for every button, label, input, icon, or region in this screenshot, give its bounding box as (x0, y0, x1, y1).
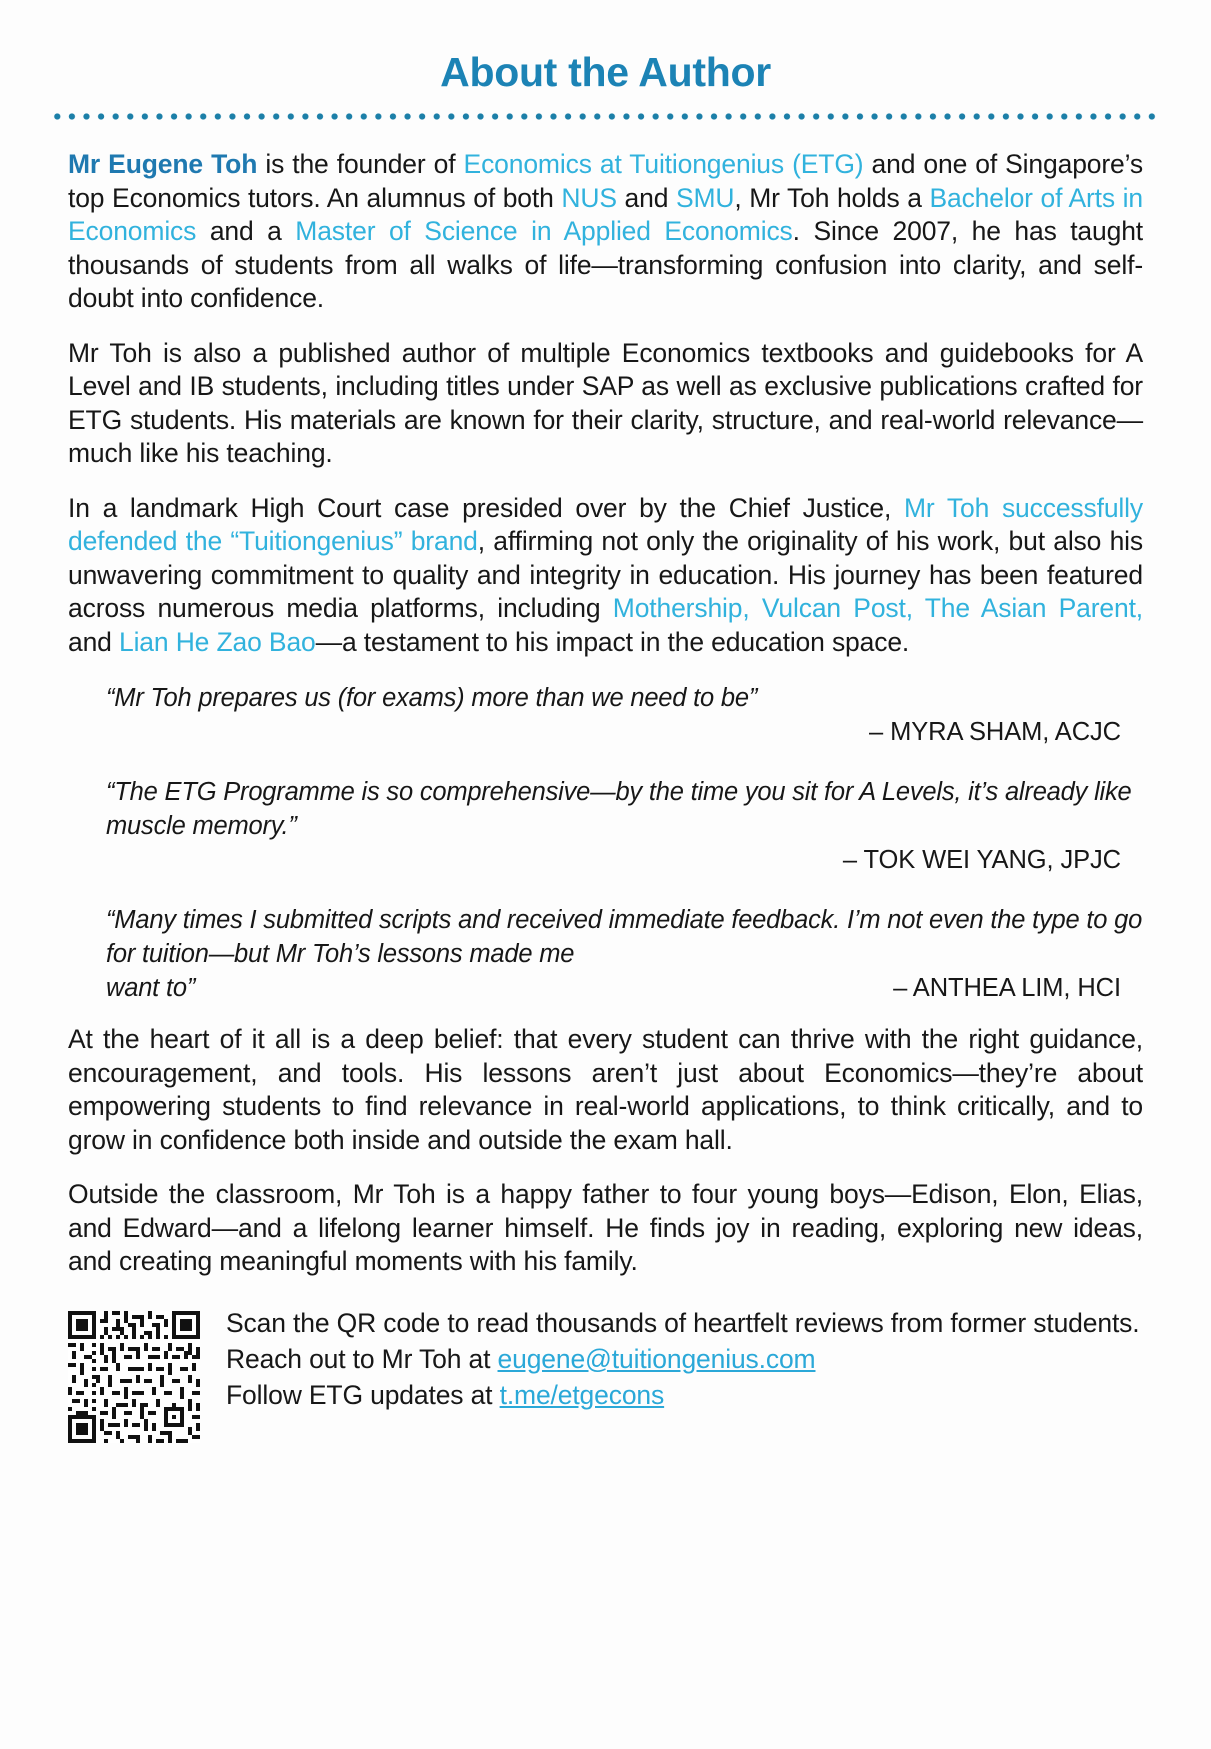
testimonial-attribution: – MYRA SHAM, ACJC (869, 718, 1121, 747)
testimonial-quote: “Mr Toh prepares us (for exams) more than we need to be” (106, 684, 758, 713)
email-link[interactable]: eugene@tuitiongenius.com (497, 1343, 816, 1374)
testimonial-quote-continued: want to” (106, 974, 196, 1003)
testimonial-quote: “Many times I submitted scripts and received immediate feedback. I’m not even the type to go for tuition—but Mr Toh’s lessons made me (106, 906, 1143, 969)
media-outlets-group-1[interactable]: Mothership, Vulcan Post, The Asian Parent, (612, 593, 1143, 624)
p3-seg2: , affirming not only the originality of his work, but also his unwavering commitment to quality and integrity in education. His journey has been featured across numerous media platforms, including (68, 526, 1143, 624)
testimonial-item (106, 903, 1143, 1005)
p3-seg1: In a landmark High Court case presided over by the Chief Justice, (68, 492, 904, 523)
footer-contact-block (68, 1305, 1143, 1443)
paragraph-intro (68, 148, 1143, 316)
paragraph-publications: Mr Toh is also a published author of multiple Economics textbooks and guidebooks for A Level and IB students, including titles under SAP as well as exclusive publications crafted for ETG students. His materials are known for their clarity, structure, and real-world relevance—much like his teaching. (68, 337, 1143, 469)
media-outlet-lianhezaobao[interactable]: Lian He Zao Bao (118, 626, 316, 657)
email-line-prefix: Reach out to Mr Toh at (226, 1343, 498, 1374)
author-name: Mr Eugene Toh (68, 149, 258, 180)
telegram-line (226, 1377, 1143, 1413)
qr-code-wrap (68, 1305, 204, 1443)
footer-text (226, 1305, 1143, 1413)
testimonial-attribution: – TOK WEI YANG, JPJC (842, 846, 1121, 875)
degree-master[interactable]: Master of Science in Applied Economics (295, 216, 793, 247)
testimonials-list (68, 681, 1143, 1005)
p1-seg3: and (616, 182, 676, 213)
p1-seg1: is the founder of (257, 149, 464, 180)
paragraph-belief: At the heart of it all is a deep belief: that every student can thrive with the right guidance, encouragement, and tools. His lessons aren’t just about Economics—they’re about empowering students to find relevance in real-world applications, to think critically, and to grow in confidence both inside and outside the exam hall. (68, 1024, 1143, 1155)
dotted-divider (50, 111, 1161, 122)
p3-seg3: and (68, 626, 119, 657)
brand-link-etg[interactable]: Economics at Tuitiongenius (ETG) (463, 149, 864, 180)
telegram-line-prefix: Follow ETG updates at (226, 1379, 500, 1410)
telegram-link[interactable]: t.me/etgecons (499, 1379, 665, 1410)
email-line (226, 1341, 1143, 1377)
testimonial-item (106, 681, 1143, 749)
page-title: About the Author (440, 49, 771, 95)
testimonial-attribution: – ANTHEA LIM, HCI (893, 974, 1121, 1003)
p1-seg6: . Since 2007, he has taught thousands of students from all walks of life—transforming confusion into clarity, and self-doubt into confidence. (68, 216, 1143, 314)
p1-seg5: and a (196, 216, 296, 247)
degree-bachelor[interactable]: Bachelor of Arts in Economics (68, 182, 1143, 247)
qr-instruction-line: Scan the QR code to read thousands of heartfelt reviews from former students. (226, 1307, 1140, 1338)
paragraph-family: Outside the classroom, Mr Toh is a happy father to four young boys—Edison, Elon, Elias, and Edward—and a lifelong learner himself. He finds joy in reading, exploring new ideas, and creating meaningful moments with his family. (68, 1179, 1143, 1277)
testimonial-quote: “The ETG Programme is so comprehensive—by the time you sit for A Levels, it’s already like muscle memory.” (106, 778, 1132, 841)
p1-seg4: , Mr Toh holds a (734, 182, 930, 213)
testimonial-item (106, 775, 1143, 877)
university-nus[interactable]: NUS (561, 182, 617, 213)
qr-code-icon[interactable] (68, 1311, 200, 1443)
p3-seg4: —a testament to his impact in the education space. (315, 626, 910, 657)
court-case-highlight[interactable]: Mr Toh successfully defended the “Tuitiongenius” brand (68, 492, 1143, 557)
paragraph-court-case (68, 492, 1143, 660)
p1-seg2: and one of Singapore’s top Economics tutors. An alumnus of both (68, 149, 1143, 213)
university-smu[interactable]: SMU (675, 182, 735, 213)
